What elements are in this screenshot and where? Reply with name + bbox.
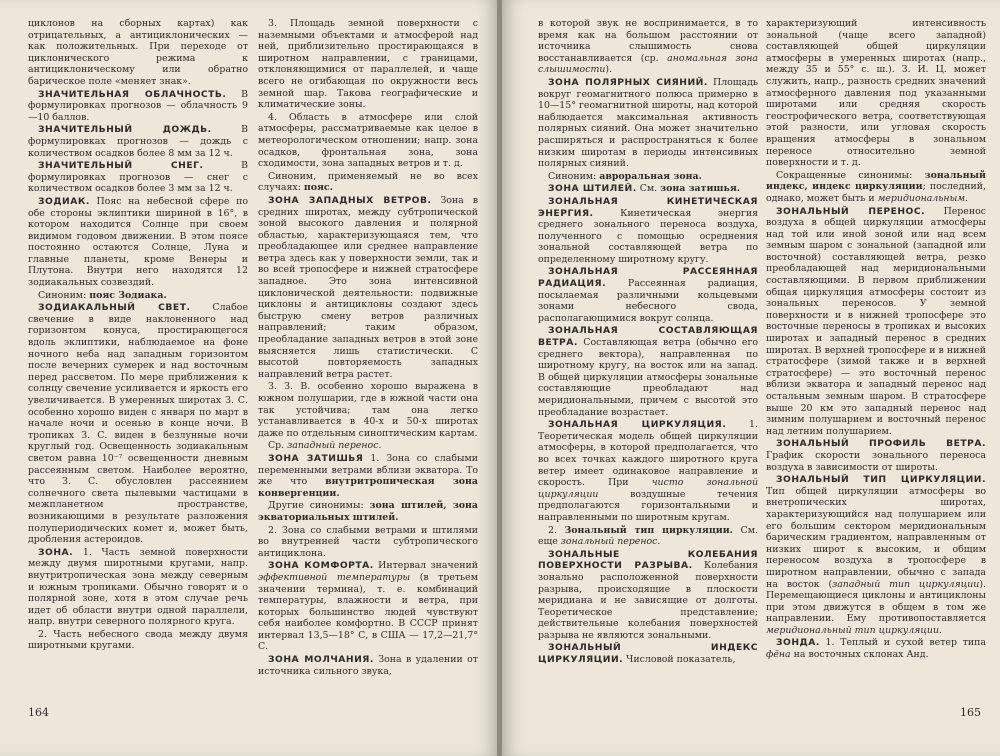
cross-reference: западный тип циркуляции [832,578,980,590]
dictionary-entry-paragraph [538,549,758,642]
dictionary-entry-paragraph [258,500,478,523]
entry-text: 3. Площадь земной поверхности с наземными объектами и атмосферой над ней, приблизительно простирающаяся в широтном направлении, с границами, отклоняющимися от параллелей, и чаще всего не огибающая по окружности весь земной шар. Такова географические и климатические зоны. [258,18,478,111]
dictionary-entry-paragraph [766,170,986,205]
cross-reference: аномальная зона слышимости [538,52,758,76]
dictionary-entry-paragraph [766,637,986,660]
entry-headword: ЗОНАЛЬНЫЙ ПЕРЕНОС. [776,205,926,217]
entry-text: воздушные течения предполагаются горизонтальными и направленными по широтным кругам. [538,488,758,523]
entry-text: Синоним, применяемый не во всех случаях: [258,170,478,194]
entry-headword: ЗОНА КОМФОРТА. [268,560,374,572]
dictionary-entry-paragraph [538,642,758,665]
entry-text: Числовой показатель, [623,654,736,666]
dictionary-entry-paragraph [766,474,986,636]
dictionary-entry-paragraph [258,440,478,452]
cross-reference: зональный перенос. [560,536,661,548]
entry-headword: ЗОНАЛЬНАЯ РАССЕЯННАЯ РАДИАЦИЯ. [538,266,758,290]
cross-reference: чисто зональной циркуляции [538,477,758,500]
dictionary-entry-paragraph [28,629,248,652]
synonym-term: зона затишья. [660,183,741,195]
entry-headword: ЗОНА ПОЛЯРНЫХ СИЯНИЙ. [548,76,708,88]
entry-text: на восточных склонах Анд. [790,649,929,661]
entry-headword: ЗОНАЛЬНАЯ СОСТАВЛЯЮЩАЯ ВЕТРА. [538,325,758,349]
entry-text: Зона в удалении от источника сильного звука, [258,654,478,677]
entry-text: 2. Зона со слабыми ветрами и штилями во внутренней части субтропического антициклона. [258,524,478,559]
entry-text: Площадь вокруг геомагнитного полюса примерно в 10—15° геомагнитной широты, над которой наблюдается максимальная активность полярных сияний. Она может значительно расширяться и распространяться к более низким широтам в периоды интенсивных полярных сияний. [538,76,758,170]
entry-headword: ЗОНАЛЬНЫЙ ТИП ЦИРКУЛЯЦИИ. [776,474,986,486]
entry-text: Перенос воздуха в общей циркуляции атмосферы над той или иной зоной или над всем земным шаром с зональной (западной или восточной) составляющей ветра, резко преобладающей над меридиональными составляющими. В первом приближении общая циркуляция атмосферы состоит из зональных переносов. У земной поверхности и в нижней тропосфере это восточные переносы в тропиках и высоких широтах и западный перенос в средних широтах. В верхней тропосфере и в нижней стратосфере (зимой также и в верхней стратосфере) — это восточный перенос вблизи экватора и западный перенос над остальным земным шаром. В стратосфере выше 20 км это западный перенос над зимним полушарием и восточный перенос над летним полушарием. [766,205,986,437]
entry-headword: ЗОНА ЗАТИШЬЯ [268,452,364,464]
page-number-right: 165 [960,706,981,719]
entry-text: Колебания зонально расположенной поверхности разрыва, происходящие в плоскости меридиана и не зависящие от долготы. Теоретическое представление; действительные колебания поверхностей разрыва не являются зональными. [538,560,758,641]
cross-reference: меридиональный тип циркуляции. [766,624,942,636]
entry-text: Составляющая ветра (обычно его среднего вектора), направленная по широтному кругу, на восток или на запад. В общей циркуляции атмосферы зональные составляющие преобладают над меридиональными, причем с высотой это преобладание возрастает. [538,337,758,418]
entry-text: 4. Область в атмосфере или слой атмосферы, рассматриваемые как целое в метеорологическом отношении; напр. зона осадков, фронтальная зона, зона сходимости, зона западных ветров и т. д. [258,111,478,170]
synonym-term: зона штилей, зона экваториальных штилей. [258,500,478,523]
entry-text: Синоним: [548,170,600,182]
dictionary-entry-paragraph [538,171,758,183]
entry-text: В формулировках прогнозов — снег с количеством осадков более 3 мм за 12 ч. [28,160,248,195]
cross-reference: фёна [766,649,791,661]
synonym-term: пояс Зодиака. [89,289,167,301]
entry-text: З. З. В. особенно хорошо выражена в южном полушарии, где в южной части она так устойчива; там она легко устанавливается в 40-х и 50-х широтах даже по отдельным синоптическим картам. [258,381,478,439]
entry-text: Пояс на небесной сфере по обе стороны эклиптики шириной в 16°, в котором находится Солнце при своем видимом годовом движении. В этом поясе постоянно остаются Солнце, Луна и главные планеты, кроме Венеры и Плутона. Внутри него находятся 12 зодиакальных созвездий. [28,195,248,289]
entry-headword: ЗНАЧИТЕЛЬНЫЙ СНЕГ. [38,160,204,172]
entry-headword: ЗНАЧИТЕЛЬНАЯ ОБЛАЧНОСТЬ. [38,88,227,100]
entry-headword: ЗНАЧИТЕЛЬНЫЙ ДОЖДЬ. [38,124,212,136]
dictionary-entry-paragraph [538,525,758,548]
dictionary-entry-paragraph [258,654,478,677]
entry-text: 1. Часть земной поверхности между двумя широтными кругами, напр. внутритропическая зона между северным и южным тропиками. Обычно говорят и о полярной зоне, хотя в этом случае речь идет об области внутри одной параллели, напр. внутри северного полярного круга. [28,546,248,628]
dictionary-entry-paragraph [766,438,986,473]
entry-text: 1. Зона со слабыми переменными ветрами вблизи экватора. То же что [258,452,478,488]
entry-text: Интервал значений [373,560,478,572]
dictionary-entry-paragraph [28,290,248,302]
dictionary-entry-paragraph [28,18,248,88]
dictionary-entry-paragraph [28,196,248,289]
right-page [502,0,1000,756]
dictionary-entry-paragraph [538,18,758,76]
dictionary-entry-paragraph [258,525,478,560]
dictionary-entry-paragraph [28,160,248,195]
entry-text: Ср. [268,440,288,452]
synonym-term: внутритропическая зона конвергенции. [258,476,478,499]
entry-text: Тип общей циркуляции атмосферы во внетропических широтах, характеризующийся над полушарием или его большим сектором меридиональным барическим градиентом, направленным от низких широт к высоким, и общим переносом воздуха в тропосфере в широтном направлении, обычно с запада на восток ( [766,485,986,590]
dictionary-entry-paragraph [538,325,758,418]
entry-headword: ЗОНА ШТИЛЕЙ. [548,183,637,195]
dictionary-entry-paragraph [258,112,478,170]
entry-text: В формулировках прогнозов — дождь с количеством осадков более 8 мм за 12 ч. [28,124,248,159]
entry-text: ). Перемещающиеся циклоны и антициклоны при этом движутся в общем в том же направлении. Ему противопоставляется [766,578,986,625]
entry-text: См. [636,183,661,195]
entry-headword: ЗОНАЛЬНАЯ КИНЕТИЧЕСКАЯ ЭНЕРГИЯ. [538,195,758,219]
entry-headword: ЗОНА. [38,546,74,558]
entry-headword: ЗОНАЛЬНАЯ ЦИРКУЛЯЦИЯ. [548,419,727,431]
synonym-term: зональный индекс, индекс циркуляции [766,169,986,193]
synonym-term: Зональный тип циркуляции. [564,524,733,536]
cross-reference: западный перенос. [287,440,382,452]
entry-text: Сокращенные синонимы: [776,169,925,181]
dictionary-entry-paragraph [28,124,248,159]
entry-text: 2. Часть небесного свода между двумя широтными кругами. [28,628,248,652]
dictionary-entry-paragraph [28,302,248,545]
entry-text: ). [605,64,613,76]
dictionary-entry-paragraph [538,196,758,266]
dictionary-entry-paragraph [28,547,248,628]
dictionary-entry-paragraph [258,560,478,653]
entry-text: В формулировках прогнозов — облачность 9—10 баллов. [28,88,248,123]
entry-text: 1. Теплый и сухой ветер типа [819,637,986,649]
dictionary-entry-paragraph [28,89,248,124]
entry-text: Синоним: [38,289,90,301]
dictionary-entry-paragraph [766,18,986,169]
entry-text: Рассеянная радиация, посылаемая различными кольцевыми зонами небесного свода, располагающимися вокруг солнца. [538,278,758,324]
entry-text: График скорости зонального переноса воздуха в зависимости от широты. [766,449,986,473]
entry-text: циклонов на сборных картах) как отрицательных, а антициклонических — как положительных. При переходе от циклонического режима к антициклоническому или обратно барическое поле «меняет знак». [28,18,248,87]
page-number-left: 164 [28,706,49,719]
entry-headword: ЗОДИАКАЛЬНЫЙ СВЕТ. [38,302,191,314]
dictionary-entry-paragraph [258,453,478,499]
dictionary-entry-paragraph [538,419,758,523]
cross-reference: эффективной температуры [258,571,411,583]
entry-headword: ЗОНА МОЛЧАНИЯ. [268,654,374,666]
entry-text: (в третьем значении термина), т. е. комбинаций температуры, влажности и ветра, при которых большинство людей чувствуют себя наиболее комфортно. В СССР принят интервал 13,5—18° С, в США — 17,2—21,7° С. [258,571,478,653]
dictionary-entry-paragraph [538,183,758,195]
entry-text: Зона в средних широтах, между субтропической зоной высокого давления и полярной областью, характеризующаяся тем, что преобладающее или среднее направление ветра здесь как у поверхности земли, так и во всей тропосфере и нижней стратосфере западное. Это зона интенсивной циклонической деятельности: подвижные циклоны и антициклоны создают здесь быструю смену ветров различных направлений; таким образом, преобладание западных ветров в этой зоне выясняется лишь статистически. С высотой повторяемость западных направлений ветра растет. [258,194,478,380]
left-page-column-1 [28,18,248,683]
synonym-term: пояс. [303,182,333,194]
entry-text: Другие синонимы: [268,500,370,512]
entry-text: 1. Теоретическая модель общей циркуляции атмосферы, в которой предполагается, что во всех точках каждого широтного круга ветер имеет одинаковое направление и скорость. При [538,419,758,489]
synonym-term: авроральная зона. [599,170,702,182]
entry-text: характеризующий интенсивность зональной (чаще всего западной) составляющей общей циркуляции атмосферы в умеренных широтах (напр., между 35 и 55° с. ш.). З. И. Ц. может служить, напр., разность средних значений атмосферного давления под указанными широтами или средняя скорость геострофического ветра, соответствующая этой разности, или угловая скорость вращения атмосферы в зональном переносе относительно земной поверхности и т. д. [766,18,986,169]
left-page-column-2 [258,18,478,683]
cross-reference: меридиональным. [877,192,968,204]
dictionary-entry-paragraph [766,206,986,438]
dictionary-entry-paragraph [258,18,478,111]
entry-text: Слабое свечение в виде наклоненного над горизонтом конуса, простирающегося вдоль эклиптики, наблюдаемое на фоне ночного неба над западным горизонтом после вечерних сумерек и над восточным перед рассветом. По мере приближения к солнцу свечение усиливается и яркость его увеличивается. В умеренных широтах З. С. особенно хорошо виден с января по март в начале ночи и осенью в конце ночи. В тропиках З. С. виден в безлунные ночи круглый год. Освещенность зодиакальным светом равна 10⁻⁷ освещенности дневным рассеянным светом. Наиболее вероятно, что З. С. обусловлен рассеянием солнечного света пылевыми частицами в межпланетном пространстве, возникающими в результате разложения полупериодических комет и, может быть, дробления астероидов. [28,302,248,546]
entry-text: ; последний, однако, может быть и [766,181,986,204]
entry-text: 2. [548,524,565,536]
dictionary-entry-paragraph [538,77,758,170]
entry-text: См. еще [538,524,758,548]
dictionary-entry-paragraph [258,171,478,194]
left-page [0,0,498,756]
dictionary-entry-paragraph [538,266,758,324]
entry-headword: ЗОДИАК. [38,195,90,207]
right-page-column-1 [538,18,758,683]
entry-headword: ЗОНА ЗАПАДНЫХ ВЕТРОВ. [268,194,432,206]
entry-headword: ЗОНАЛЬНЫЙ ПРОФИЛЬ ВЕТРА. [776,438,986,450]
entry-headword: ЗОНДА. [776,637,820,649]
dictionary-entry-paragraph [258,381,478,439]
entry-text: в которой звук не воспринимается, в то время как на большом расстоянии от источника слышимость снова восстанавливается (ср. [538,18,758,64]
dictionary-entry-paragraph [258,195,478,381]
entry-headword: ЗОНАЛЬНЫЕ КОЛЕБАНИЯ ПОВЕРХНОСТИ РАЗРЫВА. [538,548,758,572]
right-page-column-2 [766,18,986,683]
entry-text: Кинетическая энергия среднего зонального переноса воздуха, полученного с помощью осреднения зональной составляющей ветра по определенному широтному кругу. [538,207,758,265]
entry-headword: ЗОНАЛЬНЫЙ ИНДЕКС ЦИРКУЛЯЦИИ. [538,642,758,666]
